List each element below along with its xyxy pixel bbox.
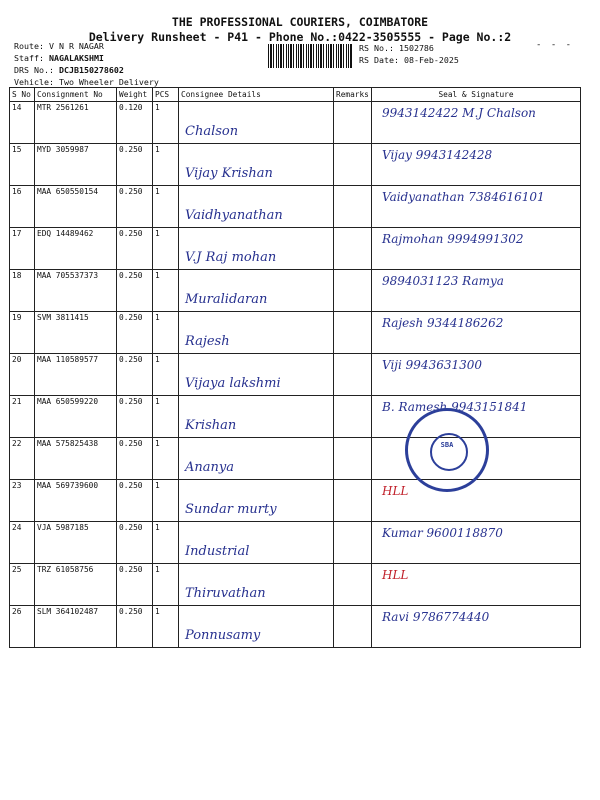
cell-sno: 18 (10, 270, 35, 312)
table-row (10, 102, 581, 144)
consignee-handwriting: Thiruvathan (185, 586, 266, 601)
stamp-inner-ring (430, 433, 468, 471)
cell-weight: 0.250 (117, 480, 153, 522)
drs-line (14, 64, 159, 76)
cell-signature (372, 480, 581, 522)
consignee-handwriting: Sundar murty (185, 502, 277, 517)
cell-sno: 20 (10, 354, 35, 396)
cell-consignment-no: SLM 364102487 (35, 606, 117, 648)
consignee-handwriting: Chalson (185, 124, 239, 139)
cell-signature (372, 606, 581, 648)
consignee-handwriting: V.J Raj mohan (185, 250, 277, 265)
table-row (10, 354, 581, 396)
runsheet-subtitle: Delivery Runsheet - P41 - Phone No.:0422-3505555 - Page No.:2 (88, 30, 512, 44)
cell-remarks (334, 102, 372, 144)
signature-handwriting: Vijay 9943142428 (382, 148, 493, 162)
cell-consignment-no: MAA 110589577 (35, 354, 117, 396)
drs-label: DRS No.: (14, 65, 54, 75)
cell-pcs: 1 (153, 438, 179, 480)
cell-sno: 22 (10, 438, 35, 480)
staff-value: NAGALAKSHMI (48, 53, 104, 63)
cell-remarks (334, 144, 372, 186)
cell-remarks (334, 270, 372, 312)
vehicle-line: Vehicle: Two Wheeler Delivery (14, 77, 159, 87)
signature-handwriting: Viji 9943631300 (382, 358, 483, 372)
route-line: Route: V N R NAGAR (14, 41, 104, 51)
cell-signature (372, 354, 581, 396)
cell-signature (372, 522, 581, 564)
runsheet-meta-right (359, 42, 459, 66)
cell-remarks (334, 228, 372, 270)
cell-consignee (179, 312, 334, 354)
table-row (10, 480, 581, 522)
consignee-handwriting: Ponnusamy (185, 628, 261, 643)
consignee-handwriting: Ananya (185, 460, 234, 475)
table-row (10, 270, 581, 312)
cell-consignment-no: VJA 5987185 (35, 522, 117, 564)
cell-consignment-no: SVM 3811415 (35, 312, 117, 354)
cell-pcs: 1 (153, 270, 179, 312)
cell-consignee (179, 102, 334, 144)
cell-consignment-no: EDQ 14489462 (35, 228, 117, 270)
signature-handwriting: Rajmohan 9994991302 (382, 232, 524, 246)
runsheet-meta-left (14, 40, 159, 88)
rs-number: RS No.: 1502786 (359, 43, 434, 53)
cell-consignee (179, 522, 334, 564)
signature-handwriting: Vaidyanathan 7384616101 (382, 190, 545, 204)
cell-weight: 0.250 (117, 354, 153, 396)
table-header-row (10, 88, 581, 102)
barcode (268, 44, 352, 68)
cell-remarks (334, 438, 372, 480)
cell-sno: 23 (10, 480, 35, 522)
cell-consignment-no: MAA 650550154 (35, 186, 117, 228)
cell-remarks (334, 186, 372, 228)
delivery-table (9, 87, 581, 648)
cell-consignee (179, 270, 334, 312)
cell-weight: 0.250 (117, 564, 153, 606)
drs-value: DCJB150278602 (58, 65, 124, 75)
consignee-handwriting: Vaidhyanathan (185, 208, 283, 223)
cell-sno: 15 (10, 144, 35, 186)
cell-remarks (334, 522, 372, 564)
cell-pcs: 1 (153, 228, 179, 270)
cell-remarks (334, 354, 372, 396)
cell-consignee (179, 396, 334, 438)
cell-weight: 0.120 (117, 102, 153, 144)
rs-date: RS Date: 08-Feb-2025 (359, 55, 459, 65)
consignee-handwriting: Vijaya lakshmi (185, 376, 281, 391)
cell-sno: 16 (10, 186, 35, 228)
consignee-handwriting: Industrial (185, 544, 250, 559)
col-header-consignment: Consignment No (35, 88, 117, 102)
cell-consignment-no: MTR 2561261 (35, 102, 117, 144)
cell-pcs: 1 (153, 564, 179, 606)
cell-pcs: 1 (153, 144, 179, 186)
cell-consignee (179, 480, 334, 522)
cell-pcs: 1 (153, 312, 179, 354)
table-row (10, 228, 581, 270)
signature-handwriting: B. Ramesh 9943151841 (382, 400, 528, 414)
col-header-remarks: Remarks (334, 88, 372, 102)
signature-handwriting: 9943142422 M.J Chalson (382, 106, 536, 120)
cell-consignee (179, 354, 334, 396)
cell-pcs: 1 (153, 354, 179, 396)
cell-consignee (179, 606, 334, 648)
signature-handwriting: HLL (382, 484, 409, 498)
consignee-handwriting: Krishan (185, 418, 237, 433)
signature-handwriting: Kumar 9600118870 (382, 526, 503, 540)
col-header-sno: S No (10, 88, 35, 102)
table-row (10, 144, 581, 186)
delivery-stamp (405, 408, 489, 492)
cell-sno: 14 (10, 102, 35, 144)
cell-sno: 25 (10, 564, 35, 606)
staff-label: Staff: (14, 53, 44, 63)
table-row (10, 522, 581, 564)
cell-remarks (334, 312, 372, 354)
table-row (10, 564, 581, 606)
cell-consignee (179, 438, 334, 480)
cell-weight: 0.250 (117, 522, 153, 564)
table-row (10, 396, 581, 438)
stamp-text: SBA (440, 441, 454, 449)
cell-remarks (334, 396, 372, 438)
cell-sno: 26 (10, 606, 35, 648)
cell-consignment-no: TRZ 61058756 (35, 564, 117, 606)
cell-consignment-no: MAA 569739600 (35, 480, 117, 522)
cell-consignee (179, 564, 334, 606)
cell-weight: 0.250 (117, 270, 153, 312)
cell-weight: 0.250 (117, 396, 153, 438)
col-header-pcs: PCS (153, 88, 179, 102)
cell-weight: 0.250 (117, 144, 153, 186)
runsheet-title: THE PROFESSIONAL COURIERS, COIMBATORE (171, 15, 429, 29)
cell-signature (372, 102, 581, 144)
cell-signature (372, 144, 581, 186)
cell-pcs: 1 (153, 522, 179, 564)
cell-pcs: 1 (153, 396, 179, 438)
cell-sno: 19 (10, 312, 35, 354)
cell-remarks (334, 564, 372, 606)
table-row (10, 186, 581, 228)
signature-handwriting: HLL (382, 568, 409, 582)
cell-sno: 21 (10, 396, 35, 438)
staff-line (14, 52, 159, 64)
col-header-signature: Seal & Signature (372, 88, 581, 102)
cell-weight: 0.250 (117, 438, 153, 480)
cell-weight: 0.250 (117, 228, 153, 270)
cell-weight: 0.250 (117, 186, 153, 228)
signature-handwriting: Rajesh 9344186262 (382, 316, 504, 330)
table-row (10, 438, 581, 480)
corner-marks: - - - (536, 40, 574, 50)
cell-signature (372, 312, 581, 354)
cell-weight: 0.250 (117, 312, 153, 354)
cell-consignment-no: MAA 650599220 (35, 396, 117, 438)
consignee-handwriting: Vijay Krishan (185, 166, 273, 181)
cell-consignee (179, 186, 334, 228)
consignee-handwriting: Rajesh (185, 334, 230, 349)
cell-pcs: 1 (153, 186, 179, 228)
cell-remarks (334, 606, 372, 648)
cell-consignment-no: MAA 705537373 (35, 270, 117, 312)
signature-handwriting: 9894031123 Ramya (382, 274, 504, 288)
cell-remarks (334, 480, 372, 522)
cell-sno: 17 (10, 228, 35, 270)
col-header-weight: Weight (117, 88, 153, 102)
cell-signature (372, 564, 581, 606)
cell-consignee (179, 144, 334, 186)
signature-handwriting: Ravi 9786774440 (382, 610, 490, 624)
col-header-consignee: Consignee Details (179, 88, 334, 102)
table-row (10, 312, 581, 354)
cell-pcs: 1 (153, 480, 179, 522)
cell-consignee (179, 228, 334, 270)
cell-signature (372, 228, 581, 270)
cell-pcs: 1 (153, 606, 179, 648)
cell-weight: 0.250 (117, 606, 153, 648)
table-row (10, 606, 581, 648)
cell-signature (372, 186, 581, 228)
cell-signature (372, 270, 581, 312)
consignee-handwriting: Muralidaran (185, 292, 268, 307)
cell-pcs: 1 (153, 102, 179, 144)
cell-sno: 24 (10, 522, 35, 564)
cell-consignment-no: MAA 575825438 (35, 438, 117, 480)
cell-consignment-no: MYD 3059987 (35, 144, 117, 186)
